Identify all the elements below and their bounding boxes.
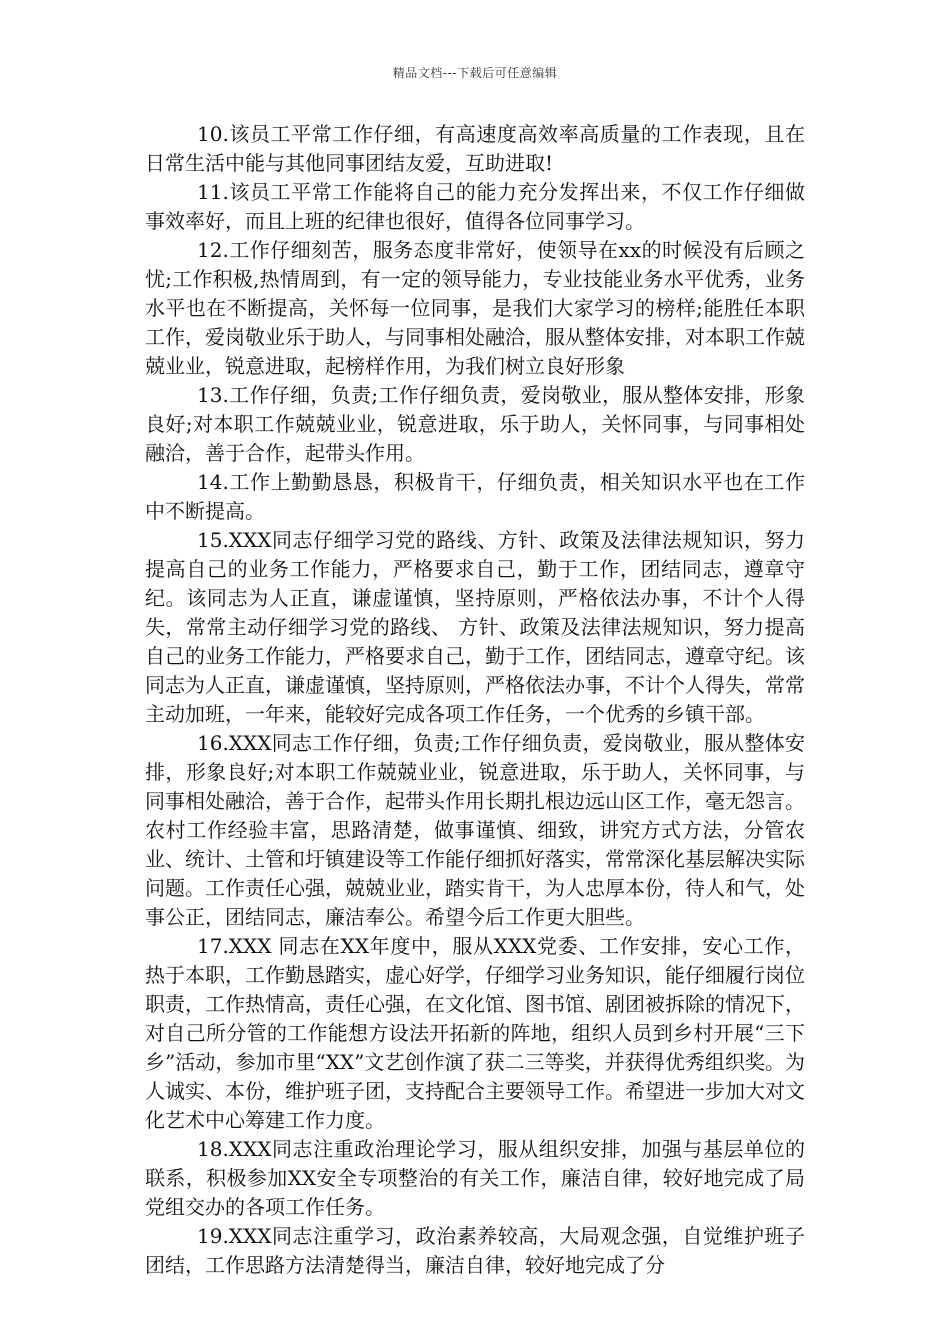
document-body (145, 120, 805, 1280)
paragraph-16: 16.XXX同志工作仔细，负责;工作仔细负责，爱岗敬业，服从整体安排，形象良好;对本职工作兢兢业业，锐意进取，乐于助人，关怀同事，与同事相处融洽，善于合作，起带头作用长期扎根边远山区工作，毫无怨言。农村工作经验丰富，思路清楚，做事谨慎、细致，讲究方式方法，分管农业、统计、土管和圩镇建设等工作能仔细抓好落实，常常深化基层解决实际问题。工作责任心强，兢兢业业，踏实肯干，为人忠厚本份，待人和气，处事公正，团结同志，廉洁奉公。希望今后工作更大胆些。 (145, 731, 805, 929)
paragraph-17: 17.XXX 同志在XX年度中，服从XXX党委、工作安排，安心工作，热于本职，工作勤恳踏实，虚心好学，仔细学习业务知识，能仔细履行岗位职责，工作热情高，责任心强，在文化馆、图书馆、剧团被拆除的情况下，对自己所分管的工作能想方设法开拓新的阵地，组织人员到乡村开展“三下乡”活动，参加市里“XX”文艺创作演了获二三等奖，并获得优秀组织奖。为人诚实、本份，维护班子团，支持配合主要领导工作。希望进一步加大对文化艺术中心筹建工作力度。 (145, 934, 805, 1132)
page-header: 精品文档---下载后可任意编辑 (392, 66, 558, 80)
paragraph-13: 13.工作仔细，负责;工作仔细负责，爱岗敬业，服从整体安排，形象良好;对本职工作兢兢业业，锐意进取，乐于助人，关怀同事，与同事相处融洽，善于合作，起带头作用。 (145, 383, 805, 465)
paragraph-19: 19.XXX同志注重学习，政治素养较高，大局观念强，自觉维护班子团结，工作思路方法清楚得当，廉洁自律，较好地完成了分 (145, 1224, 805, 1277)
paragraph-11: 11.该员工平常工作能将自己的能力充分发挥出来，不仅工作仔细做事效率好，而且上班的纪律也很好，值得各位同事学习。 (145, 180, 805, 233)
paragraph-18: 18.XXX同志注重政治理论学习，服从组织安排，加强与基层单位的联系，积极参加XX安全专项整治的有关工作，廉洁自律，较好地完成了局党组交办的各项工作任务。 (145, 1137, 805, 1219)
paragraph-12: 12.工作仔细刻苦，服务态度非常好，使领导在xx的时候没有后顾之忧;工作积极,热情周到，有一定的领导能力，专业技能业务水平优秀，业务水平也在不断提高，关怀每一位同事，是我们大家学习的榜样;能胜任本职工作，爱岗敬业乐于助人，与同事相处融洽，服从整体安排，对本职工作兢兢业业，锐意进取，起榜样作用，为我们树立良好形象 (145, 238, 805, 378)
paragraph-14: 14.工作上勤勤恳恳，积极肯干，仔细负责，相关知识水平也在工作中不断提高。 (145, 470, 805, 523)
paragraph-15: 15.XXX同志仔细学习党的路线、方针、政策及法律法规知识，努力提高自己的业务工作能力，严格要求自己，勤于工作，团结同志，遵章守纪。该同志为人正直，谦虚谨慎，坚持原则，严格依法办事，不计个人得失，常常主动仔细学习党的路线、 方针、政策及法律法规知识，努力提高自己的业务工作能力，严格要求自己，勤于工作，团结同志，遵章守纪。该同志为人正直，谦虚谨慎，坚持原则，严格依法办事，不计个人得失，常常主动加班，一年来，能较好完成各项工作任务，一个优秀的乡镇干部。 (145, 528, 805, 726)
paragraph-10: 10.该员工平常工作仔细，有高速度高效率高质量的工作表现，且在日常生活中能与其他同事团结友爱，互助进取! (145, 122, 805, 175)
